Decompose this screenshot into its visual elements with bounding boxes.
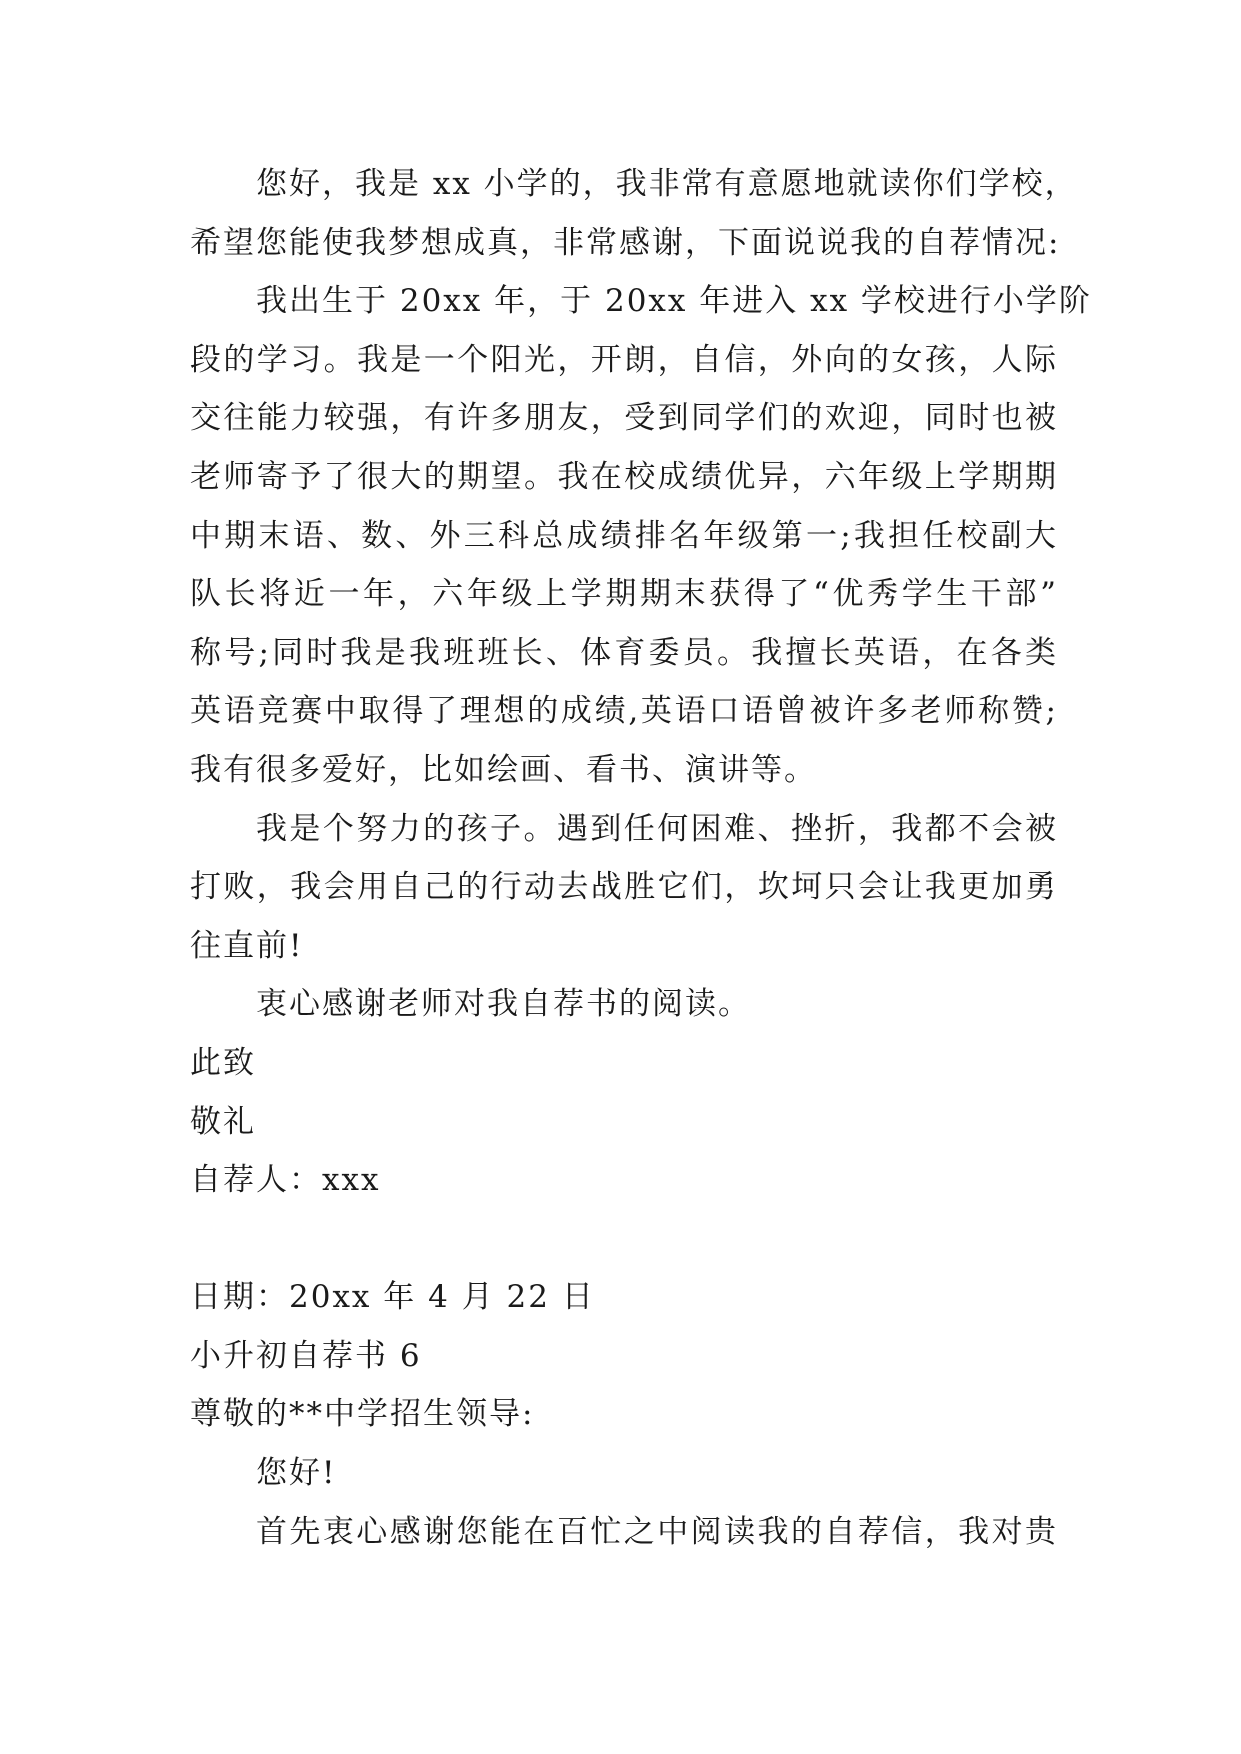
text-line: 打败，我会用自己的行动去战胜它们，坎坷只会让我更加勇 <box>190 869 1058 906</box>
text-line: 首先衷心感谢您能在百忙之中阅读我的自荐信，我对贵 <box>256 1513 1058 1550</box>
salutation-line: 尊敬的**中学招生领导: <box>190 1396 535 1433</box>
text-line: 我是个努力的孩子。遇到任何困难、挫折，我都不会被 <box>256 810 1058 847</box>
thanks-line: 衷心感谢老师对我自荐书的阅读。 <box>256 986 751 1023</box>
text-line: 我有很多爱好，比如绘画、看书、演讲等。 <box>190 751 817 788</box>
text-line: 段的学习。我是一个阳光，开朗，自信，外向的女孩，人际 <box>190 341 1058 378</box>
text-line: 您好，我是 xx 小学的，我非常有意愿地就读你们学校， <box>256 166 1078 202</box>
spacer <box>190 1210 1058 1269</box>
text-line: 称号;同时我是我班班长、体育委员。我擅长英语，在各类 <box>190 634 1058 671</box>
greeting-line: 您好! <box>256 1455 337 1492</box>
date-line: 日期：20xx 年 4 月 22 日 <box>190 1279 595 1316</box>
signature-line: 自荐人：xxx <box>190 1162 381 1199</box>
text-line: 希望您能使我梦想成真，非常感谢，下面说说我的自荐情况: <box>190 224 1061 261</box>
text-line: 交往能力较强，有许多朋友，受到同学们的欢迎，同时也被 <box>190 400 1058 437</box>
text-line: 队长将近一年，六年级上学期期末获得了“优秀学生干部” <box>190 576 1058 613</box>
closing-line: 此致 <box>190 1044 256 1081</box>
text-line: 老师寄予了很大的期望。我在校成绩优异，六年级上学期期 <box>190 458 1058 495</box>
section-title: 小升初自荐书 6 <box>190 1337 422 1374</box>
text-line: 往直前! <box>190 927 304 964</box>
text-line: 英语竞赛中取得了理想的成绩,英语口语曾被许多老师称赞; <box>190 693 1058 730</box>
closing-line: 敬礼 <box>190 1103 256 1140</box>
document-body <box>190 155 1092 1561</box>
text-line: 我出生于 20xx 年，于 20xx 年进入 xx 学校进行小学阶 <box>256 283 1092 320</box>
text-line: 中期末语、数、外三科总成绩排名年级第一;我担任校副大 <box>190 517 1058 554</box>
